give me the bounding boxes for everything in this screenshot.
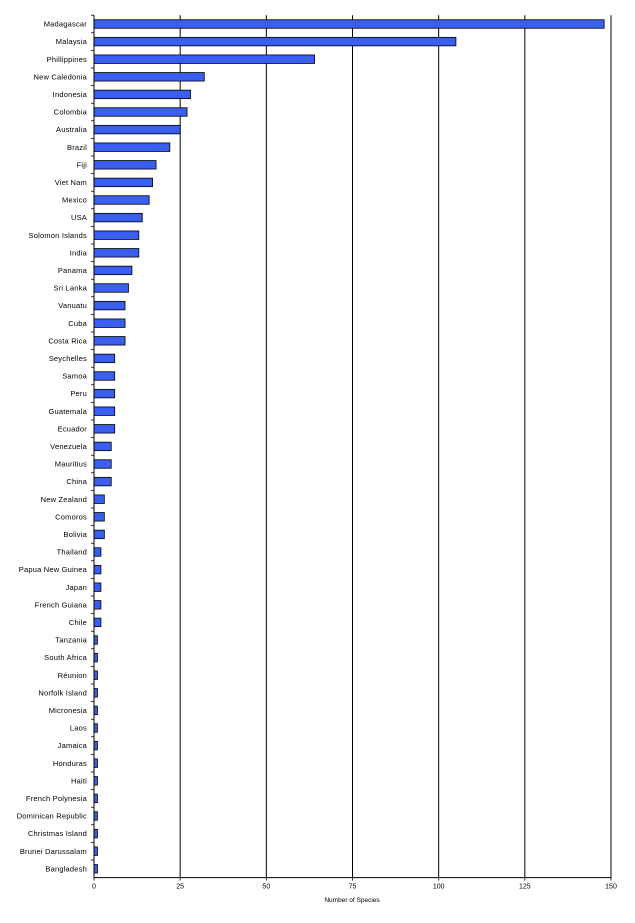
x-tick-label: 100 [432,883,445,891]
bar [94,794,97,803]
category-label: Haiti [70,776,87,786]
bar [94,495,104,504]
bar [94,548,101,557]
category-label: Laos [69,723,87,733]
category-label: USA [70,213,87,223]
category-label: Bolivia [63,530,87,539]
category-label: Malaysia [55,37,87,47]
bar [94,812,97,821]
category-label: Christmas Island [27,829,87,839]
category-label: Costa Rica [48,336,87,346]
category-label: New Zealand [40,494,87,504]
bar [94,213,142,222]
category-label: New Caledonia [33,72,87,82]
bar [94,301,125,310]
bar [94,636,97,645]
bars [94,20,604,873]
category-label: Réunion [57,670,87,680]
category-label: Ecuador [57,424,87,434]
category-label: Venezuela [50,442,87,451]
bar [94,372,115,381]
category-label: Sri Lanka [53,283,87,293]
category-label: Mauritius [54,459,87,469]
category-label: Brazil [67,142,87,152]
bar [94,653,97,662]
category-label: Dominican Republic [16,811,87,821]
category-label: Australia [56,125,87,135]
bar [94,847,97,856]
bar [94,530,104,539]
category-label: Thailand [56,547,87,557]
bar [94,354,115,363]
bar [94,231,139,240]
category-label: Phillippines [46,54,87,64]
bar [94,55,315,64]
category-label: Papua New Guinea [18,565,87,575]
bar [94,125,180,134]
bar [94,389,115,398]
bar [94,442,111,451]
category-label: Chile [68,618,87,627]
bar [94,178,153,187]
bar [94,865,97,874]
bar [94,90,191,99]
category-label: South Africa [44,653,87,663]
category-label: Indonesia [52,90,87,99]
category-label: Tanzania [55,635,87,645]
x-tick-label: 25 [176,883,185,891]
bar [94,20,604,29]
bar [94,161,156,170]
category-label: Japan [65,582,87,592]
bar [94,249,139,257]
category-label: India [69,248,87,258]
bar [94,73,204,82]
bar [94,618,101,627]
bar [94,741,97,750]
category-label: Vanuatu [58,301,87,311]
category-label: Brunei Darussalam [19,846,87,856]
x-tick-label: 75 [348,883,357,891]
category-label: French Polynesia [25,794,87,803]
category-label: Samoa [62,371,87,381]
category-label: China [66,477,87,487]
category-label: Cuba [68,318,87,328]
bar [94,196,149,205]
x-axis-title: Number of Species [324,897,380,904]
bar [94,583,101,592]
bar [94,477,111,486]
bar [94,513,104,522]
bar [94,759,97,768]
bar [94,407,115,416]
category-label: Solomon Islands [28,230,87,240]
gridlines [180,15,611,877]
bar [94,266,132,275]
bar [94,565,101,574]
category-label: French Guiana [34,600,87,610]
bar [94,143,170,152]
bar [94,689,97,698]
bar [94,601,101,610]
category-label: Colombia [53,107,87,117]
category-label: Bangladesh [45,864,87,874]
bar [94,108,187,117]
x-tick-label: 150 [605,883,617,891]
category-label: Jamaica [57,741,87,751]
x-tick-label: 50 [262,883,271,891]
category-label: Seychelles [48,354,87,363]
bar [94,319,125,328]
category-label: Madagascar [43,19,87,29]
category-labels [17,20,88,874]
category-label: Comoros [55,512,87,522]
category-label: Viet Nam [54,178,87,187]
category-label: Panama [57,266,87,275]
category-label: Norfolk Island [38,688,87,698]
category-label: Mexico [62,195,87,205]
x-tick-label: 0 [92,883,96,891]
bar [94,425,115,434]
bar [94,37,456,46]
category-label: Peru [70,389,87,399]
category-label: Honduras [52,758,87,768]
category-label: Fiji [76,160,87,170]
bar [94,284,128,293]
category-label: Micronesia [48,706,87,715]
x-tick-label: 125 [518,883,531,891]
category-label: Guatemala [48,406,87,416]
bar [94,829,97,838]
bar [94,460,111,469]
bar [94,706,97,715]
bar [94,724,97,733]
bar [94,671,97,680]
bar [94,337,125,346]
bar [94,777,97,786]
